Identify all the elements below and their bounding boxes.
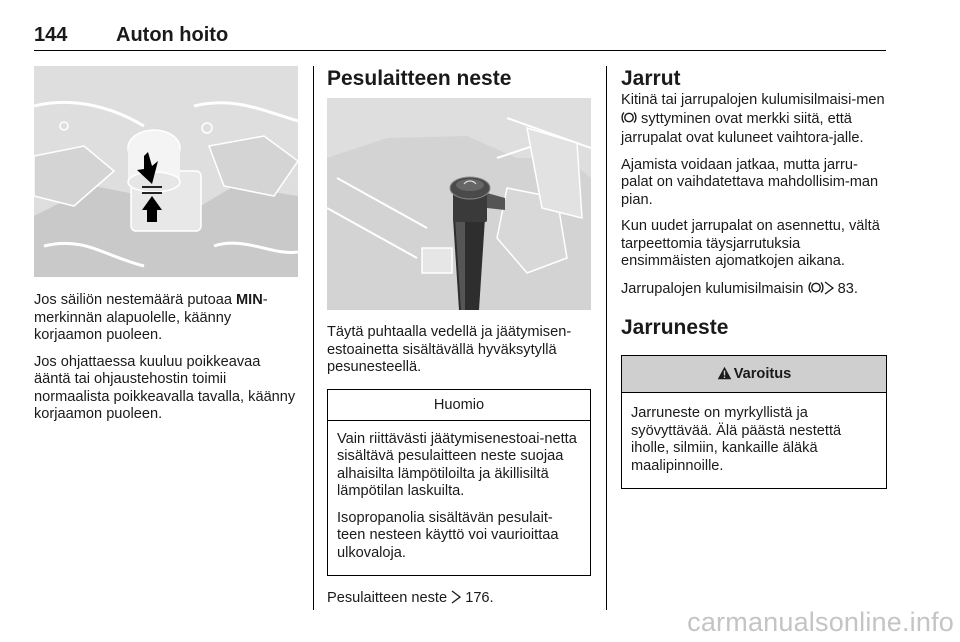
washer-fluid-reference[interactable] xyxy=(327,590,591,610)
page-title: Auton hoito xyxy=(116,24,229,46)
brake-wear-reference[interactable] xyxy=(621,280,887,301)
column-3 xyxy=(621,66,887,489)
brake-pad-wear-icon xyxy=(621,110,637,131)
col3-paragraph-1 xyxy=(621,92,887,148)
notice-title: Huomio xyxy=(328,390,590,421)
col3-p1-text-end: syttyminen ovat merkki siitä, että jarrupalat ovat kuluneet vaihtora-jalle. xyxy=(621,110,864,146)
washer-fluid-heading: Pesulaitteen neste xyxy=(327,67,512,90)
warning-triangle-icon xyxy=(717,358,732,394)
page-number: 144 xyxy=(34,24,68,46)
washer-fluid-reservoir-illustration xyxy=(327,98,591,310)
col2-paragraph-1: Täytä puhtaalla vedellä ja jäätymisen-estoainetta sisältävällä hyväksytyllä pesunesteellä. xyxy=(327,324,572,375)
brake-pad-wear-icon xyxy=(808,280,824,301)
power-steering-reservoir-illustration xyxy=(34,66,298,277)
page-header xyxy=(34,24,886,51)
page-reference-arrow-icon xyxy=(451,590,461,610)
column-1 xyxy=(34,66,298,433)
brakes-heading: Jarrut xyxy=(621,67,681,90)
col3-paragraph-3: Kun uudet jarrupalat on asennettu, vältä tarpeettomia täysjarrutuksia ensimmäisten ajomatkojen aikana. xyxy=(621,218,880,269)
col3-p1-text: Kitinä tai jarrupalojen kulumisilmaisi-men xyxy=(621,92,885,108)
page-reference-arrow-icon xyxy=(824,281,834,301)
warning-title: Varoitus xyxy=(733,366,792,382)
brake-fluid-heading: Jarruneste xyxy=(621,316,729,339)
col1-p1-text-end: -merkinnän alapuolelle, käänny korjaamon puoleen. xyxy=(34,292,268,343)
reference-page-number: 83. xyxy=(837,280,858,297)
reference-text: Jarrupalojen kulumisilmaisin xyxy=(621,280,808,297)
warning-body: Jarruneste on myrkyllistä ja syövyttävää. Älä päästä nestettä iholle, silmiin, kankaille äläkä maalipinnoille. xyxy=(631,405,842,474)
column-divider-2 xyxy=(606,66,607,610)
col1-p1-text: Jos säiliön nestemäärä putoaa xyxy=(34,292,237,308)
col1-paragraph-2: Jos ohjattaessa kuuluu poikkeavaa ääntä tai ohjaustehostin toimii normaalista poikkeavalla tavalla, käänny korjaamon puoleen. xyxy=(34,353,296,422)
notice-box xyxy=(327,389,591,577)
reference-page-number: 176. xyxy=(465,590,494,606)
warning-box xyxy=(621,355,887,489)
column-divider-1 xyxy=(313,66,314,610)
notice-paragraph-2: Isopropanolia sisältävän pesulait-teen nesteen käyttö voi vaurioittaa ulkovaloja. xyxy=(337,509,559,561)
notice-paragraph-1: Vain riittävästi jäätymisenestoai-netta sisältävä pesulaitteen neste suojaa alhaisilta lämpötiloilta ja äkillisiltä lämpötilan laskuilta. xyxy=(337,430,577,499)
col1-paragraph-1 xyxy=(34,292,298,345)
warning-header xyxy=(622,356,886,393)
col3-paragraph-2: Ajamista voidaan jatkaa, mutta jarru-palat on vaihdatettava mahdollisim-man pian. xyxy=(621,156,879,208)
column-2 xyxy=(327,66,591,619)
min-mark-label: MIN xyxy=(236,292,263,308)
watermark: carmanualsonline.info xyxy=(687,607,954,637)
reference-text: Pesulaitteen neste xyxy=(327,590,452,606)
